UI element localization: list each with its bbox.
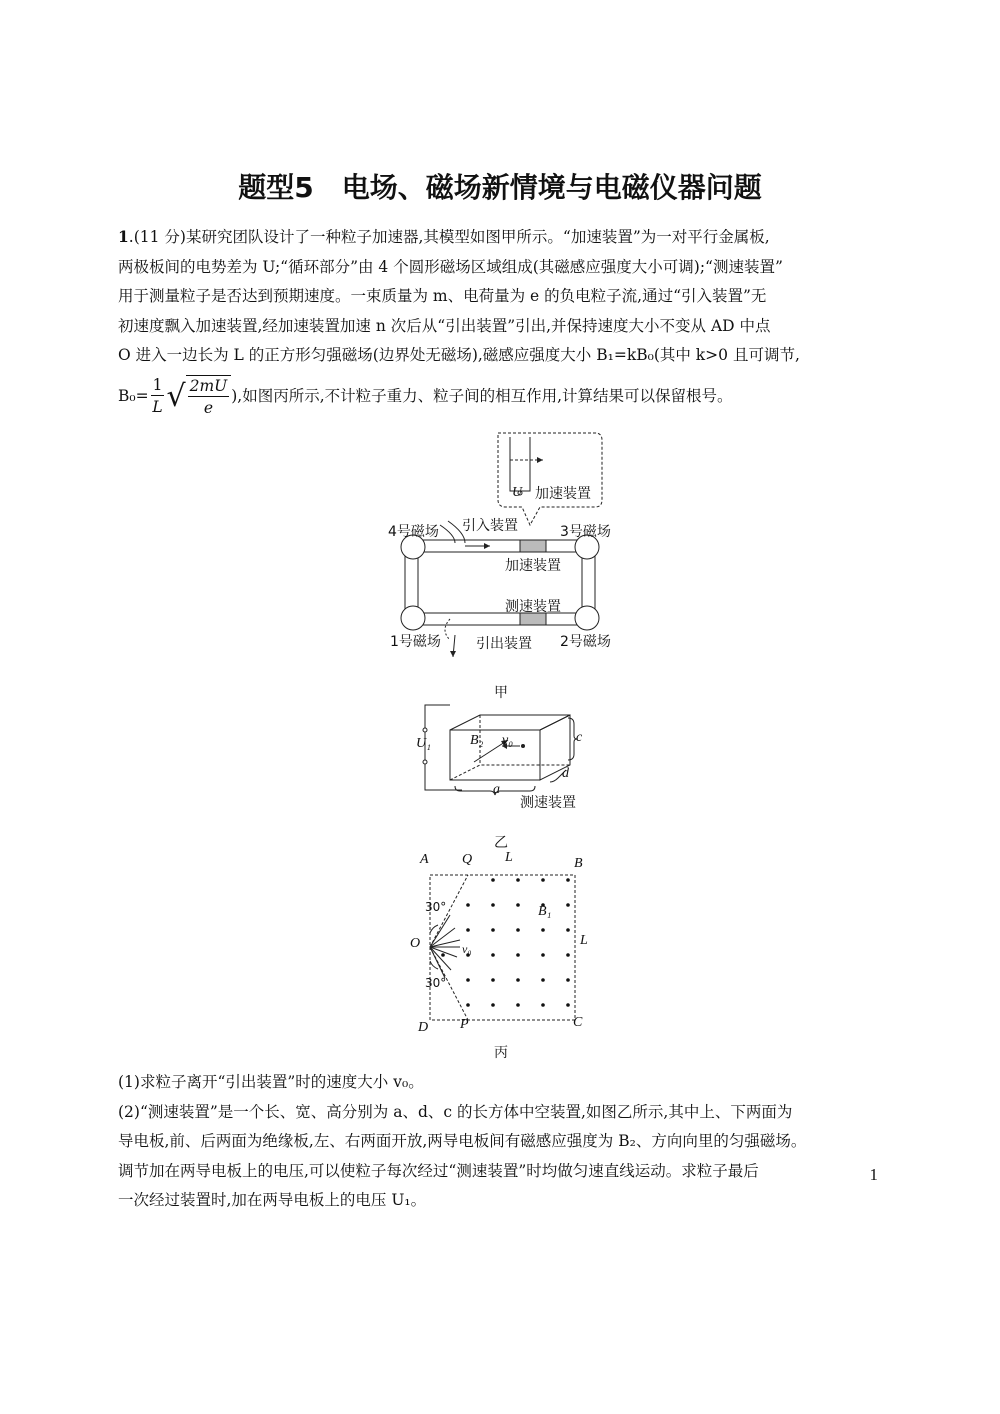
sub-question-2-line-4: 一次经过装置时,加在两导电板上的电压 U₁。 — [118, 1191, 427, 1209]
label-B: B — [574, 856, 583, 871]
field-dot — [566, 953, 570, 957]
label-field-1: 1号磁场 — [390, 634, 441, 650]
field-dot — [566, 878, 570, 882]
field-dot — [466, 928, 470, 932]
field-dot — [491, 878, 495, 882]
formula-lhs: B₀= — [118, 386, 149, 405]
label-B2: B₂ — [470, 733, 484, 748]
field-dot — [566, 978, 570, 982]
caption-yi: 乙 — [494, 835, 508, 851]
label-angle-top: 30° — [425, 900, 447, 914]
sub-question-2-line-3: 调节加在两导电板上的电压,可以使粒子每次经过“测速装置”时均做匀速直线运动。求粒子最后 — [118, 1161, 759, 1180]
field-dot — [491, 978, 495, 982]
label-O: O — [410, 936, 421, 951]
label-eject: 引出装置 — [476, 636, 532, 652]
q1-line-6 — [118, 375, 898, 419]
label-accel: 加速装置 — [505, 558, 561, 574]
field-dot — [541, 1003, 545, 1007]
field-dot — [516, 878, 520, 882]
label-L-top: L — [505, 850, 513, 865]
field-dot — [541, 878, 545, 882]
caption-jia: 甲 — [494, 685, 508, 701]
field-dot — [516, 928, 520, 932]
label-a: a — [493, 782, 500, 797]
field-dot — [516, 953, 520, 957]
field-dot — [466, 903, 470, 907]
label-inject: 引入装置 — [462, 518, 518, 534]
sub-question-2-line-2: 导电板,前、后两面为绝缘板,左、右两面开放,两导电板间有磁感应强度为 B₂、方向向里的匀强磁场。 — [118, 1132, 807, 1150]
label-B1: B₁ — [538, 904, 552, 919]
field-dot — [566, 928, 570, 932]
q1-line-1: 1.(11 分)某研究团队设计了一种粒子加速器,其模型如图甲所示。“加速装置”为一对平行金属板, — [118, 227, 770, 246]
label-U: U — [512, 485, 523, 500]
sub-question-2-line-1: (2)“测速装置”是一个长、宽、高分别为 a、d、c 的长方体中空装置,如图乙所示,其中上、下两面为 — [118, 1102, 793, 1121]
q1-line-2: 两极板间的电势差为 U;“循环部分”由 4 个圆形磁场区域组成(其磁感应强度大小可调);“测速装置” — [118, 257, 783, 276]
page-title: 题型5 电场、磁场新情境与电磁仪器问题 — [238, 171, 762, 204]
q1-line-6-rest: ),如图丙所示,不计粒子重力、粒子间的相互作用,计算结果可以保留根号。 — [231, 386, 733, 405]
field-dot — [541, 928, 545, 932]
field-dot — [566, 1003, 570, 1007]
field-dot — [491, 903, 495, 907]
page-number: 1 — [869, 1165, 878, 1184]
formula-fraction: $\frac{1}{L}$ — [152, 376, 163, 416]
field-dot — [516, 903, 520, 907]
label-v0-yi: v₀ — [502, 733, 514, 748]
field-dot — [491, 1003, 495, 1007]
label-d: d — [562, 766, 569, 781]
label-field-2: 2号磁场 — [560, 634, 611, 650]
figure-yi — [410, 700, 610, 810]
field-dot — [441, 953, 445, 957]
field-dot — [466, 978, 470, 982]
label-D: D — [418, 1020, 429, 1035]
label-Q: Q — [462, 852, 473, 867]
field-dot — [541, 953, 545, 957]
field-dot — [566, 903, 570, 907]
label-accel-top: 加速装置 — [535, 486, 591, 502]
field-dot — [541, 978, 545, 982]
figure-bing — [415, 860, 595, 1030]
field-dot — [491, 928, 495, 932]
label-C: C — [573, 1015, 583, 1030]
caption-bing: 丙 — [494, 1045, 508, 1061]
q1-line-5: O 进入一边长为 L 的正方形匀强磁场(边界处无磁场),磁感应强度大小 B₁=kB₀(其中 k>0 且可调节, — [118, 346, 800, 364]
label-v0-bing: v₀ — [462, 942, 472, 956]
label-device: 测速装置 — [520, 795, 576, 811]
field-dot — [491, 953, 495, 957]
label-P: P — [460, 1017, 469, 1032]
field-dot — [466, 1003, 470, 1007]
label-angle-bottom: 30° — [425, 976, 447, 990]
sub-questions — [118, 1068, 898, 1216]
sub-question-1: (1)求粒子离开“引出装置”时的速度大小 v₀。 — [118, 1073, 424, 1091]
formula-sqrt: √ $\frac{2mU}{e}$ — [166, 375, 231, 419]
label-U1: U₁ — [416, 736, 431, 751]
field-dot — [516, 1003, 520, 1007]
q1-line-3: 用于测量粒子是否达到预期速度。一束质量为 m、电荷量为 e 的负电粒子流,通过“引入装置”无 — [118, 287, 767, 305]
label-field-4: 4号磁场 — [388, 524, 439, 540]
label-field-3: 3号磁场 — [560, 524, 611, 540]
question-number: 1 — [118, 227, 129, 246]
label-c: c — [576, 730, 583, 745]
label-A: A — [420, 852, 429, 867]
label-L-right: L — [580, 933, 588, 948]
question-1 — [118, 222, 898, 419]
q1-line-4: 初速度飘入加速装置,经加速装置加速 n 次后从“引出装置”引出,并保持速度大小不变从 AD 中点 — [118, 316, 771, 335]
label-speed: 测速装置 — [505, 599, 561, 615]
figure-jia — [380, 425, 630, 665]
field-dot — [516, 978, 520, 982]
field-dots — [441, 878, 570, 1007]
